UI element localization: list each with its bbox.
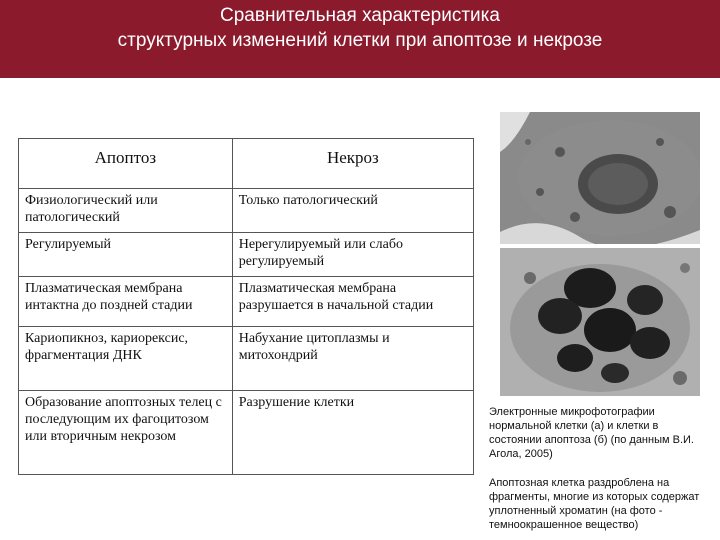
title-line-2: структурных изменений клетки при апоптозе и некрозе [117, 30, 603, 51]
table-cell: Набухание цитоплазмы и митохондрий [232, 327, 473, 391]
apoptosis-description-caption: Апоптозная клетка раздроблена на фрагменты, многие из которых содержат уплотненный хроматин (на фото - темноокрашенное вещество) [489, 477, 700, 531]
title-line-1: Сравнительная характеристика [220, 5, 500, 26]
table-cell: Только патологический [232, 189, 473, 233]
apoptotic-cell-micrograph [500, 248, 700, 396]
column-header-apoptosis: Апоптоз [19, 139, 233, 189]
normal-cell-micrograph [500, 112, 700, 244]
table-row [19, 189, 474, 233]
table-cell: Образование апоптозных телец с последующим их фагоцитозом или вторичным некрозом [19, 391, 233, 475]
table-cell: Плазматическая мембрана интактна до поздней стадии [19, 277, 233, 327]
table-cell: Плазматическая мембрана разрушается в начальной стадии [232, 277, 473, 327]
table-row [19, 233, 474, 277]
table-row [19, 391, 474, 475]
table-cell: Кариопикноз, кариорексис, фрагментация ДНК [19, 327, 233, 391]
title-banner [0, 0, 720, 78]
table-row [19, 277, 474, 327]
micrograph-caption: Электронные микрофотографии нормальной клетки (а) и клетки в состоянии апоптоза (б) (по данным В.И. Агола, 2005) [489, 406, 694, 460]
table-row [19, 327, 474, 391]
table-cell: Регулируемый [19, 233, 233, 277]
table-header-row [19, 139, 474, 189]
table-cell: Нерегулируемый или слабо регулируемый [232, 233, 473, 277]
table-cell: Разрушение клетки [232, 391, 473, 475]
column-header-necrosis: Некроз [232, 139, 473, 189]
table-cell: Физиологический или патологический [19, 189, 233, 233]
comparison-table [18, 138, 474, 475]
